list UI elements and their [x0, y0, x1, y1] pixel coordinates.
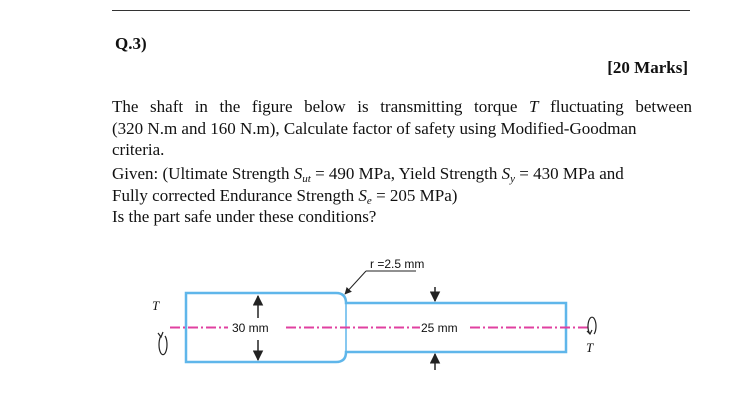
fillet-leader-arrow: [345, 271, 366, 294]
problem-line-1-end: fluctuating between: [550, 97, 692, 116]
se-subscript: e: [366, 194, 372, 207]
torque-right-label: T: [586, 340, 594, 355]
problem-line-1-text: The shaft in the figure below is transmitting torque: [112, 97, 518, 116]
sy-subscript: y: [510, 173, 515, 185]
question-line: Is the part safe under these conditions?: [112, 207, 377, 226]
sut-value: = 490 MPa, Yield Strength: [315, 164, 498, 183]
given-prefix: Given: (Ultimate Strength: [112, 164, 290, 183]
torque-left-arrowhead-icon: [158, 332, 163, 337]
se-value: = 205 MPa): [376, 185, 458, 205]
torque-right-icon: [588, 317, 596, 334]
sy-symbol: S: [501, 164, 511, 183]
se-symbol: S: [358, 185, 367, 205]
question-number: Q.3): [115, 34, 147, 53]
endurance-prefix: Fully corrected Endurance Strength: [112, 185, 355, 205]
sut-subscript: ut: [302, 173, 311, 185]
problem-line-2: (320 N.m and 160 N.m), Calculate factor of safety using Modified-Goodman: [112, 118, 637, 138]
torque-symbol: T: [529, 97, 539, 116]
small-diameter-label: 25 mm: [421, 321, 458, 335]
sut-symbol: S: [293, 164, 303, 183]
large-diameter-label: 30 mm: [232, 321, 269, 335]
problem-line-3: criteria.: [112, 140, 165, 159]
torque-left-label: T: [152, 298, 160, 313]
sy-value: = 430 MPa and: [519, 164, 624, 183]
question-marks: [20 Marks]: [607, 58, 688, 77]
torque-left-icon: [159, 336, 167, 355]
fillet-radius-label: r =2.5 mm: [370, 257, 425, 271]
